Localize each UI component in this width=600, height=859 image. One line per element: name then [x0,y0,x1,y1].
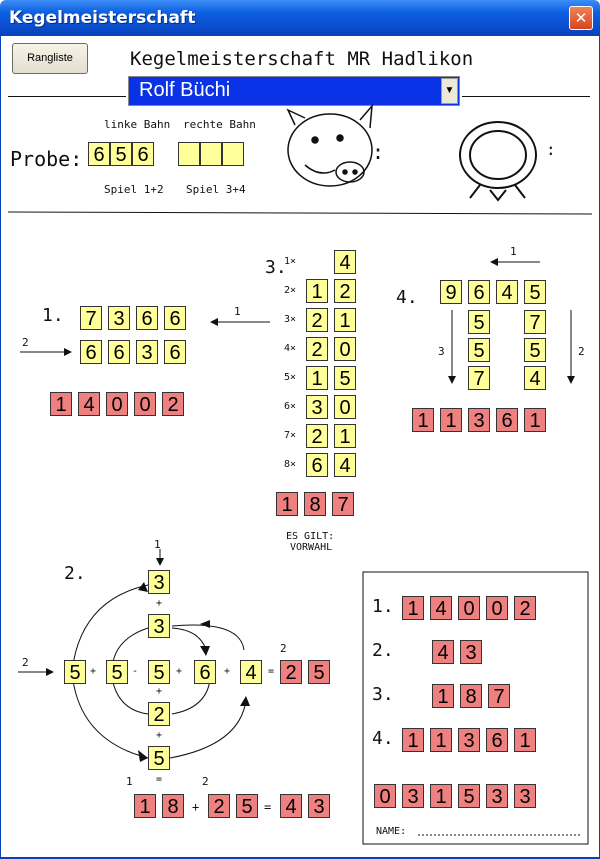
task2-row-cell[interactable]: 5 [64,660,86,684]
task2-equals: = [156,774,163,785]
task1-result-cell[interactable]: 0 [134,392,156,416]
task1-input-row1[interactable]: 7 [80,306,102,330]
task4-result-cell[interactable]: 1 [440,408,462,432]
task2-plus: + [156,730,163,741]
task2-small1: 1 [126,775,133,788]
task2-col-cell[interactable]: 2 [148,702,170,726]
task1-input-row2[interactable]: 6 [80,340,102,364]
task2-total-cell[interactable]: 4 [280,794,302,818]
task4-arrow1-label: 1 [510,245,517,258]
summary-total-cell[interactable]: 5 [458,784,480,808]
task1-result-cell[interactable]: 4 [78,392,100,416]
summary-r4-cell[interactable]: 3 [458,728,480,752]
task4-top-cell[interactable]: 9 [440,280,462,304]
task1-input-row2[interactable]: 6 [164,340,186,364]
task3-input-cell[interactable]: 0 [334,395,356,419]
task2-plus: + [156,686,163,697]
task2-col-cell[interactable]: 3 [148,614,170,638]
summary-r1-cell[interactable]: 0 [486,596,508,620]
task1-result-cell[interactable]: 1 [50,392,72,416]
task3-input-cell[interactable]: 2 [306,337,328,361]
task2-col-cell[interactable]: 3 [148,570,170,594]
task3-multiplier: 2× [284,285,297,296]
summary-r4-cell[interactable]: 1 [430,728,452,752]
probe-label: Probe: [10,147,83,171]
task3-input-cell[interactable]: 0 [334,337,356,361]
summary-r4-cell[interactable]: 6 [486,728,508,752]
spiel34-label: Spiel 3+4 [186,183,246,196]
task2-row-cell[interactable]: 6 [194,660,216,684]
summary-r1-cell[interactable]: 1 [402,596,424,620]
colon-2: : [546,140,556,159]
summary-r3-cell[interactable]: 1 [432,684,454,708]
probe-input-left[interactable]: 6 [88,142,110,166]
task4-left-cell[interactable]: 5 [468,310,490,334]
player-select-value: Rolf Büchi [139,79,231,101]
task3-result-cell[interactable]: 1 [276,492,298,516]
summary-r1-cell[interactable]: 2 [514,596,536,620]
task2-row-cell[interactable]: 4 [240,660,262,684]
task1-input-row2[interactable]: 6 [108,340,130,364]
summary-total-cell[interactable]: 3 [486,784,508,808]
task2-plus: + [192,800,200,814]
task3-note1: ES GILT: [286,531,335,542]
rangliste-button[interactable]: Rangliste [12,43,88,74]
task4-left-cell[interactable]: 7 [468,366,490,390]
chevron-down-icon[interactable]: ▼ [441,78,458,104]
task4-number: 4. [396,287,418,308]
task4-result-cell[interactable]: 3 [468,408,490,432]
task2-operator: = [268,666,275,677]
task3-input-cell[interactable]: 2 [306,424,328,448]
task3-input-cell[interactable]: 2 [306,308,328,332]
task1-number: 1. [42,305,64,326]
probe-input-left[interactable]: 5 [110,142,132,166]
summary-r4-cell[interactable]: 1 [402,728,424,752]
probe-input-right[interactable] [222,142,244,166]
task3-input-cell[interactable]: 2 [334,279,356,303]
summary-r3-cell[interactable]: 7 [488,684,510,708]
task2-operator: - [132,666,139,677]
task1-input-row1[interactable]: 3 [108,306,130,330]
wreath-icon [460,122,536,200]
task4-right-cell[interactable]: 4 [524,366,546,390]
task4-top-cell[interactable]: 5 [524,280,546,304]
task3-input-cell[interactable]: 1 [334,308,356,332]
pig-icon [288,106,372,186]
summary-r1-cell[interactable]: 0 [458,596,480,620]
task2-small2b: 2 [280,642,287,655]
task4-result-cell[interactable]: 6 [496,408,518,432]
task2-total-cell[interactable]: 3 [308,794,330,818]
task2-plus: + [156,598,163,609]
task2-arrow2-label: 2 [22,656,29,669]
probe-input-left[interactable]: 6 [132,142,154,166]
task4-top-cell[interactable]: 4 [496,280,518,304]
task3-input-cell[interactable]: 1 [334,424,356,448]
colon-1: : [372,140,385,164]
task2-row-cell[interactable]: 5 [148,660,170,684]
summary-r1-cell[interactable]: 4 [430,596,452,620]
task3-multiplier: 7× [284,430,297,441]
linke-bahn-label: linke Bahn [104,118,171,131]
probe-input-right[interactable] [178,142,200,166]
task2-arrow1-label: 1 [154,538,161,551]
close-button[interactable]: ✕ [569,6,593,30]
task4-right-cell[interactable]: 5 [524,338,546,362]
task1-arrow1-label: 1 [234,305,241,318]
summary-label: 1. [372,596,394,617]
task2-total-b-cell[interactable]: 5 [236,794,258,818]
task3-result-cell[interactable]: 7 [332,492,354,516]
task2-total-a-cell[interactable]: 8 [162,794,184,818]
task4-right-cell[interactable]: 7 [524,310,546,334]
task3-input-cell[interactable]: 3 [306,395,328,419]
summary-total-cell[interactable]: 3 [402,784,424,808]
task2-total-b-cell[interactable]: 2 [208,794,230,818]
task1-input-row1[interactable]: 6 [136,306,158,330]
summary-total-cell[interactable]: 0 [374,784,396,808]
task3-result-cell[interactable]: 8 [304,492,326,516]
task1-result-cell[interactable]: 2 [162,392,184,416]
summary-label: 2. [372,640,394,661]
task2-equals: = [264,800,272,814]
task4-arrow3-label: 3 [438,345,445,358]
task3-multiplier: 3× [284,314,297,325]
task2-row-cell[interactable]: 5 [106,660,128,684]
task3-input-cell[interactable]: 5 [334,366,356,390]
task1-arrow2-label: 2 [22,336,29,349]
probe-input-right[interactable] [200,142,222,166]
task3-number: 3. [265,257,287,278]
summary-name-label: NAME: [376,826,407,837]
task4-top-cell[interactable]: 6 [468,280,490,304]
task3-note2: VORWAHL [290,542,333,553]
task2-operator: + [176,666,183,677]
summary-r2-cell[interactable]: 4 [432,640,454,664]
summary-r3-cell[interactable]: 8 [460,684,482,708]
task3-multiplier: 8× [284,459,297,470]
task2-sum-cell[interactable]: 5 [308,660,330,684]
task2-sum-cell[interactable]: 2 [280,660,302,684]
task3-multiplier: 5× [284,372,297,383]
task2-total-a-cell[interactable]: 1 [134,794,156,818]
task3-multiplier: 1× [284,256,297,267]
task2-operator: + [90,666,97,677]
task3-input-cell[interactable]: 4 [334,453,356,477]
task2-col-cell[interactable]: 5 [148,746,170,770]
task1-input-row2[interactable]: 3 [136,340,158,364]
task3-input-cell[interactable]: 4 [334,250,356,274]
summary-total-cell[interactable]: 1 [430,784,452,808]
task3-input-cell[interactable]: 1 [306,366,328,390]
rechte-bahn-label: rechte Bahn [183,118,256,131]
task3-input-cell[interactable]: 1 [306,279,328,303]
task1-input-row1[interactable]: 6 [164,306,186,330]
task4-arrow2-label: 2 [578,345,585,358]
task3-multiplier: 6× [284,401,297,412]
page-heading: Kegelmeisterschaft MR Hadlikon [130,48,474,70]
summary-label: 3. [372,684,394,705]
summary-r4-cell[interactable]: 1 [514,728,536,752]
summary-total-cell[interactable]: 3 [514,784,536,808]
spiel12-label: Spiel 1+2 [104,183,164,196]
summary-r2-cell[interactable]: 3 [460,640,482,664]
task2-number: 2. [64,563,86,584]
task3-multiplier: 4× [284,343,297,354]
task4-result-cell[interactable]: 1 [524,408,546,432]
task2-operator: + [224,666,231,677]
task1-result-cell[interactable]: 0 [106,392,128,416]
task4-result-cell[interactable]: 1 [412,408,434,432]
summary-label: 4. [372,728,394,749]
task2-small2: 2 [202,775,209,788]
window-title: Kegelmeisterschaft [9,8,196,28]
task3-input-cell[interactable]: 6 [306,453,328,477]
task4-left-cell[interactable]: 5 [468,338,490,362]
